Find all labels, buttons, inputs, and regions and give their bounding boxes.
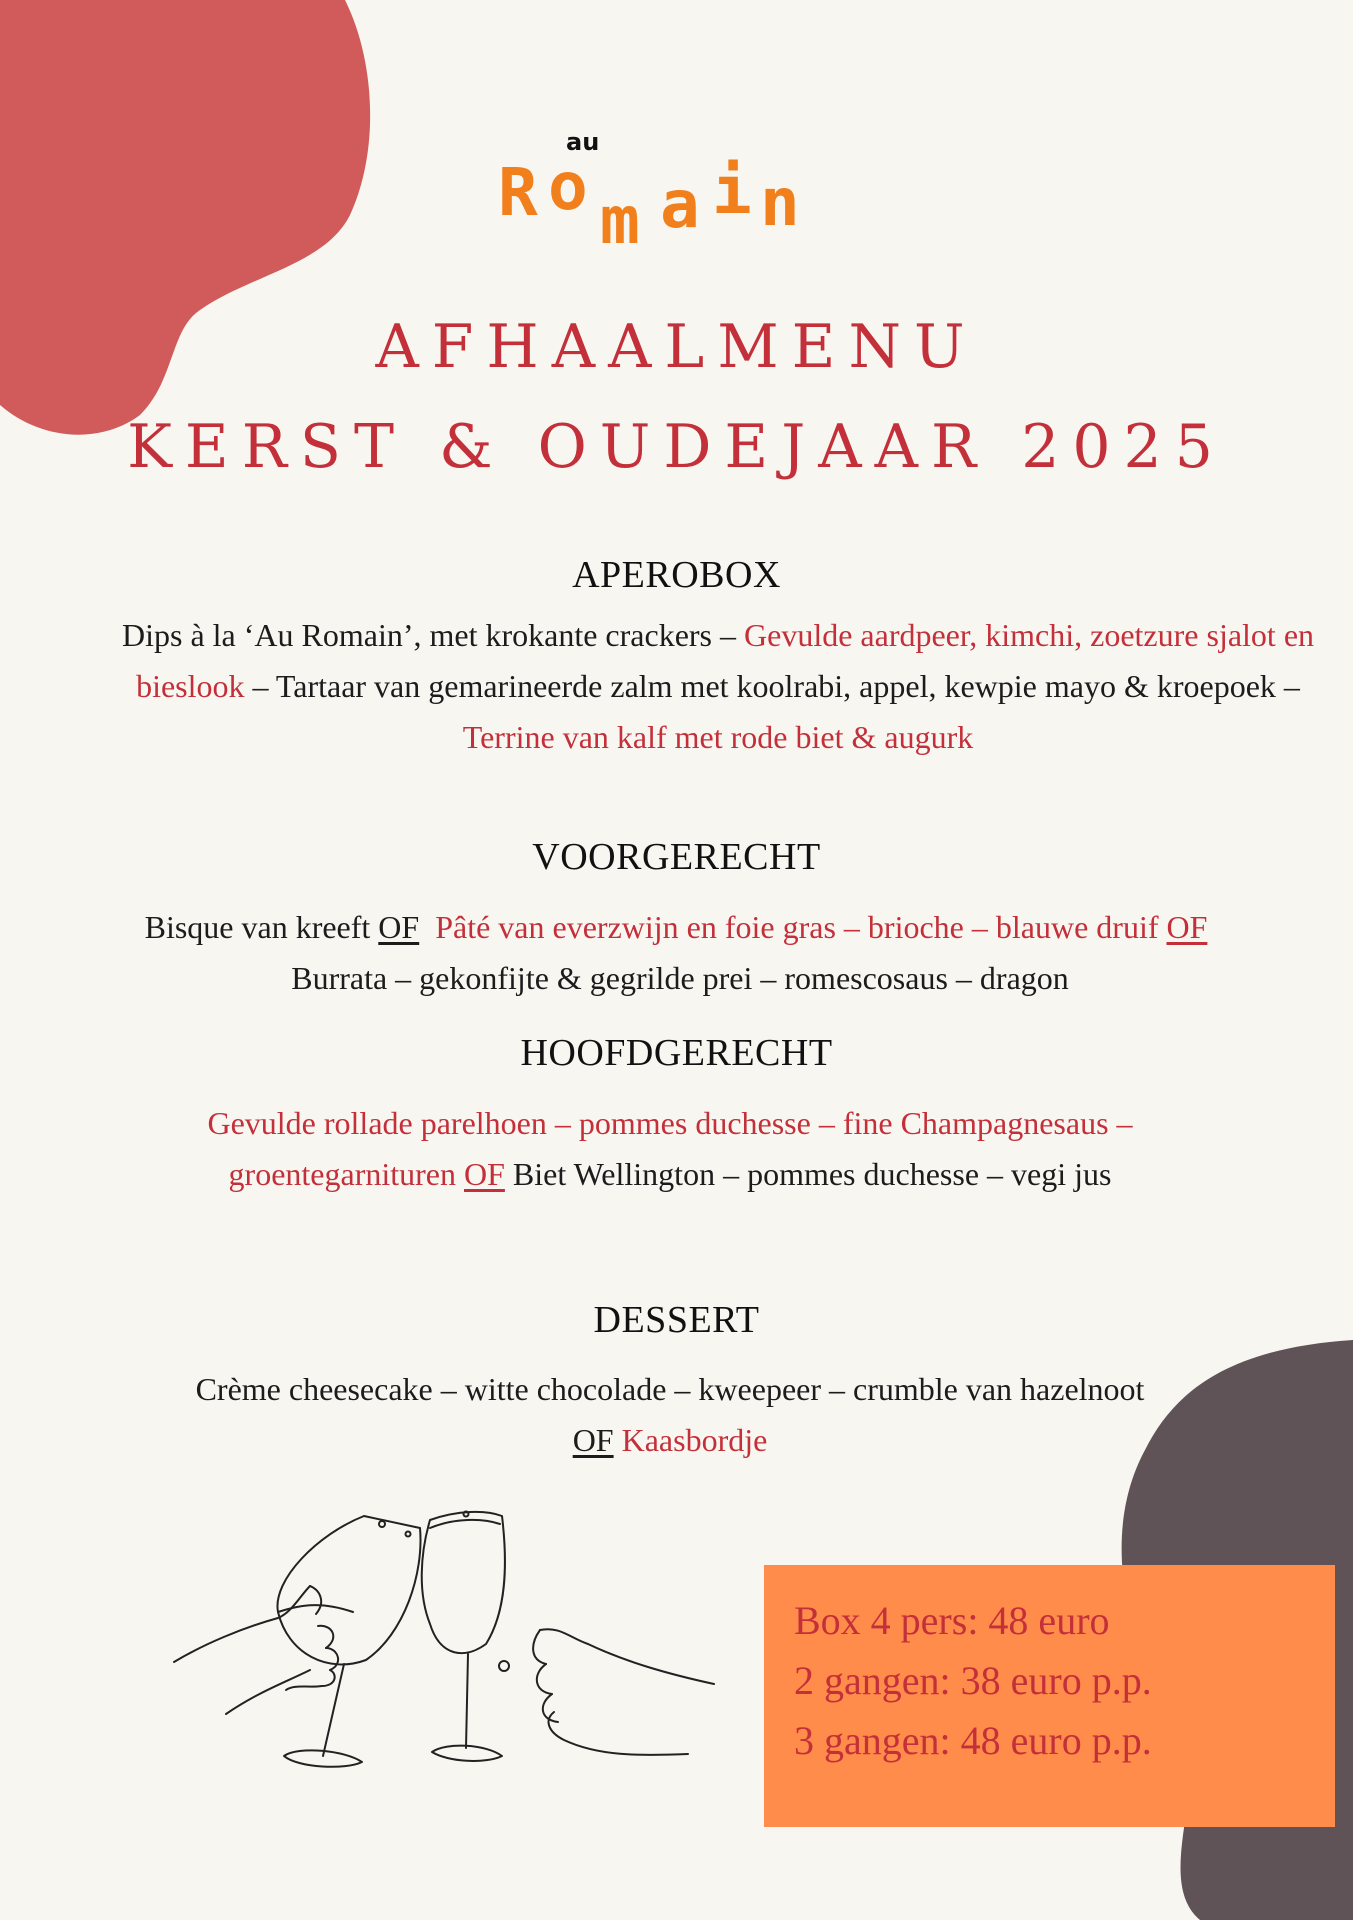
aperobox-item: Gevulde aardpeer, kimchi, zoetzure sjalot en bieslook [136, 617, 1315, 704]
menu-subtitle: KERST & OUDEJAAR 2025 [127, 412, 1226, 482]
voorgerecht-item: Burrata – gekonfijte & gegrilde prei – romescosaus – dragon [291, 960, 1069, 996]
price-line: 2 gangen: 38 euro p.p. [794, 1658, 1152, 1703]
dessert-item: Crème cheesecake – witte chocolade – kweepeer – crumble van hazelnoot [195, 1371, 1145, 1407]
or-separator: OF [1166, 909, 1208, 945]
logo-au-text: au [566, 128, 600, 156]
voorgerecht-description [110, 902, 1250, 1004]
aperobox-description [118, 610, 1318, 763]
dessert-heading: DESSERT [593, 1299, 760, 1341]
aperobox-item: – Tartaar van gemarineerde zalm met koolrabi, appel, kewpie mayo & kroepoek – [244, 668, 1300, 704]
logo-letter: n [760, 164, 800, 241]
aperobox-heading: APEROBOX [572, 554, 781, 596]
or-separator: OF [572, 1422, 614, 1458]
voorgerecht-item: Pâté van everzwijn en foie gras – brioche – blauwe druif [435, 909, 1159, 945]
hoofdgerecht-heading: HOOFDGERECHT [520, 1032, 833, 1074]
voorgerecht-item: Bisque van kreeft [144, 909, 379, 945]
au-romain-logo [490, 128, 870, 258]
logo-letter: i [712, 152, 752, 229]
logo-letter: R [498, 154, 538, 231]
or-separator: OF [378, 909, 420, 945]
aperobox-item: Terrine van kalf met rode biet & augurk [462, 719, 974, 755]
hoofdgerecht-item: Biet Wellington – pommes duchesse – vegi jus [504, 1156, 1112, 1192]
logo-letter: a [660, 166, 700, 243]
price-line: 3 gangen: 48 euro p.p. [794, 1718, 1152, 1763]
voorgerecht-heading: VOORGERECHT [532, 836, 821, 878]
dessert-item: Kaasbordje [621, 1422, 768, 1458]
logo-letter: m [600, 182, 640, 259]
price-box [764, 1565, 1335, 1827]
or-separator: OF [464, 1156, 505, 1192]
hoofdgerecht-item: Gevulde rollade parelhoen – pommes duchesse – fine Champagnesaus – groentegarnituren [207, 1105, 1133, 1192]
aperobox-item: Dips à la ‘Au Romain’, met krokante crackers – [121, 617, 744, 653]
dessert-description [60, 1364, 1280, 1466]
champagne-toast-icon [168, 1494, 728, 1804]
logo-letter: o [548, 148, 588, 225]
menu-title: AFHAALMENU [375, 312, 978, 382]
price-line: Box 4 pers: 48 euro [794, 1598, 1110, 1643]
hoofdgerecht-description [120, 1098, 1220, 1200]
